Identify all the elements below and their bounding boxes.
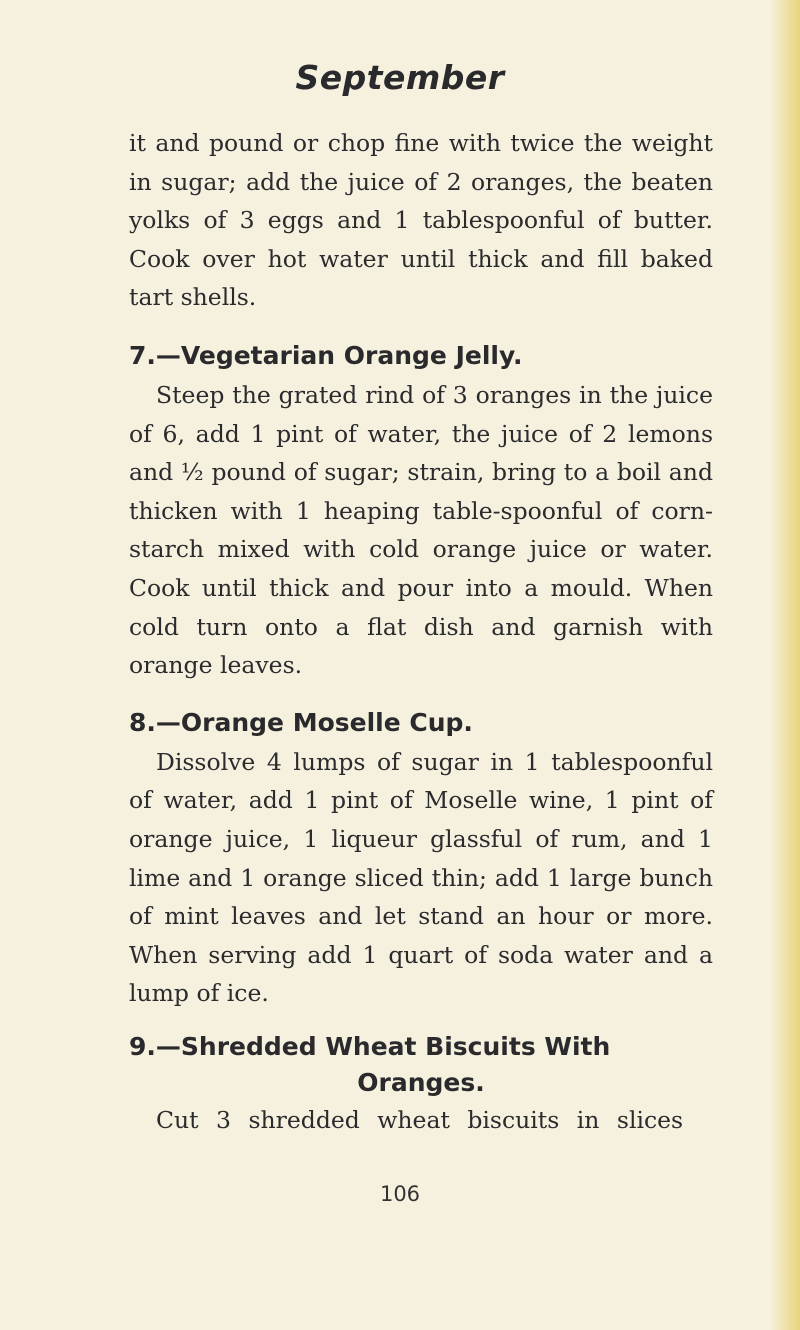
page-body bbox=[129, 124, 713, 1139]
running-head: September bbox=[295, 58, 505, 97]
continuation-paragraph: it and pound or chop fine with twice the weight in sugar; add the juice of 2 oranges, the beaten yolks of 3 eggs and 1 tablespoonful of butter. Cook over hot water until thick and fill baked tart shells. bbox=[129, 129, 713, 312]
recipe-9-body: Cut 3 shredded wheat biscuits in slices bbox=[156, 1105, 684, 1134]
recipe-9-heading bbox=[129, 1029, 713, 1101]
recipe-7-body: Steep the grated rind of 3 oranges in the juice of 6, add 1 pint of water, the juice of 2 lemons and ½ pound of sugar; strain, bring to a boil and thicken with 1 heaping table-spoonful of corn-starch mixed with cold orange juice or water. Cook until thick and pour into a mould. When cold turn onto a flat dish and garnish with orange leaves. bbox=[129, 380, 713, 680]
recipe-9-heading-line2: Oranges. bbox=[357, 1067, 485, 1097]
recipe-8-heading: 8.—Orange Moselle Cup. bbox=[129, 707, 473, 737]
page-number: 106 bbox=[379, 1182, 421, 1206]
page-edge bbox=[770, 0, 800, 1330]
recipe-9-heading-line1: 9.—Shredded Wheat Biscuits With bbox=[129, 1031, 611, 1061]
recipe-7-heading: 7.—Vegetarian Orange Jelly. bbox=[129, 340, 523, 370]
recipe-8-body: Dissolve 4 lumps of sugar in 1 tablespoonful of water, add 1 pint of Moselle wine, 1 pint of orange juice, 1 liqueur glassful of rum, and 1 lime and 1 orange sliced thin; add 1 large bunch of mint leaves and let stand an hour or more. When serving add 1 quart of soda water and a lump of ice. bbox=[129, 747, 713, 1008]
